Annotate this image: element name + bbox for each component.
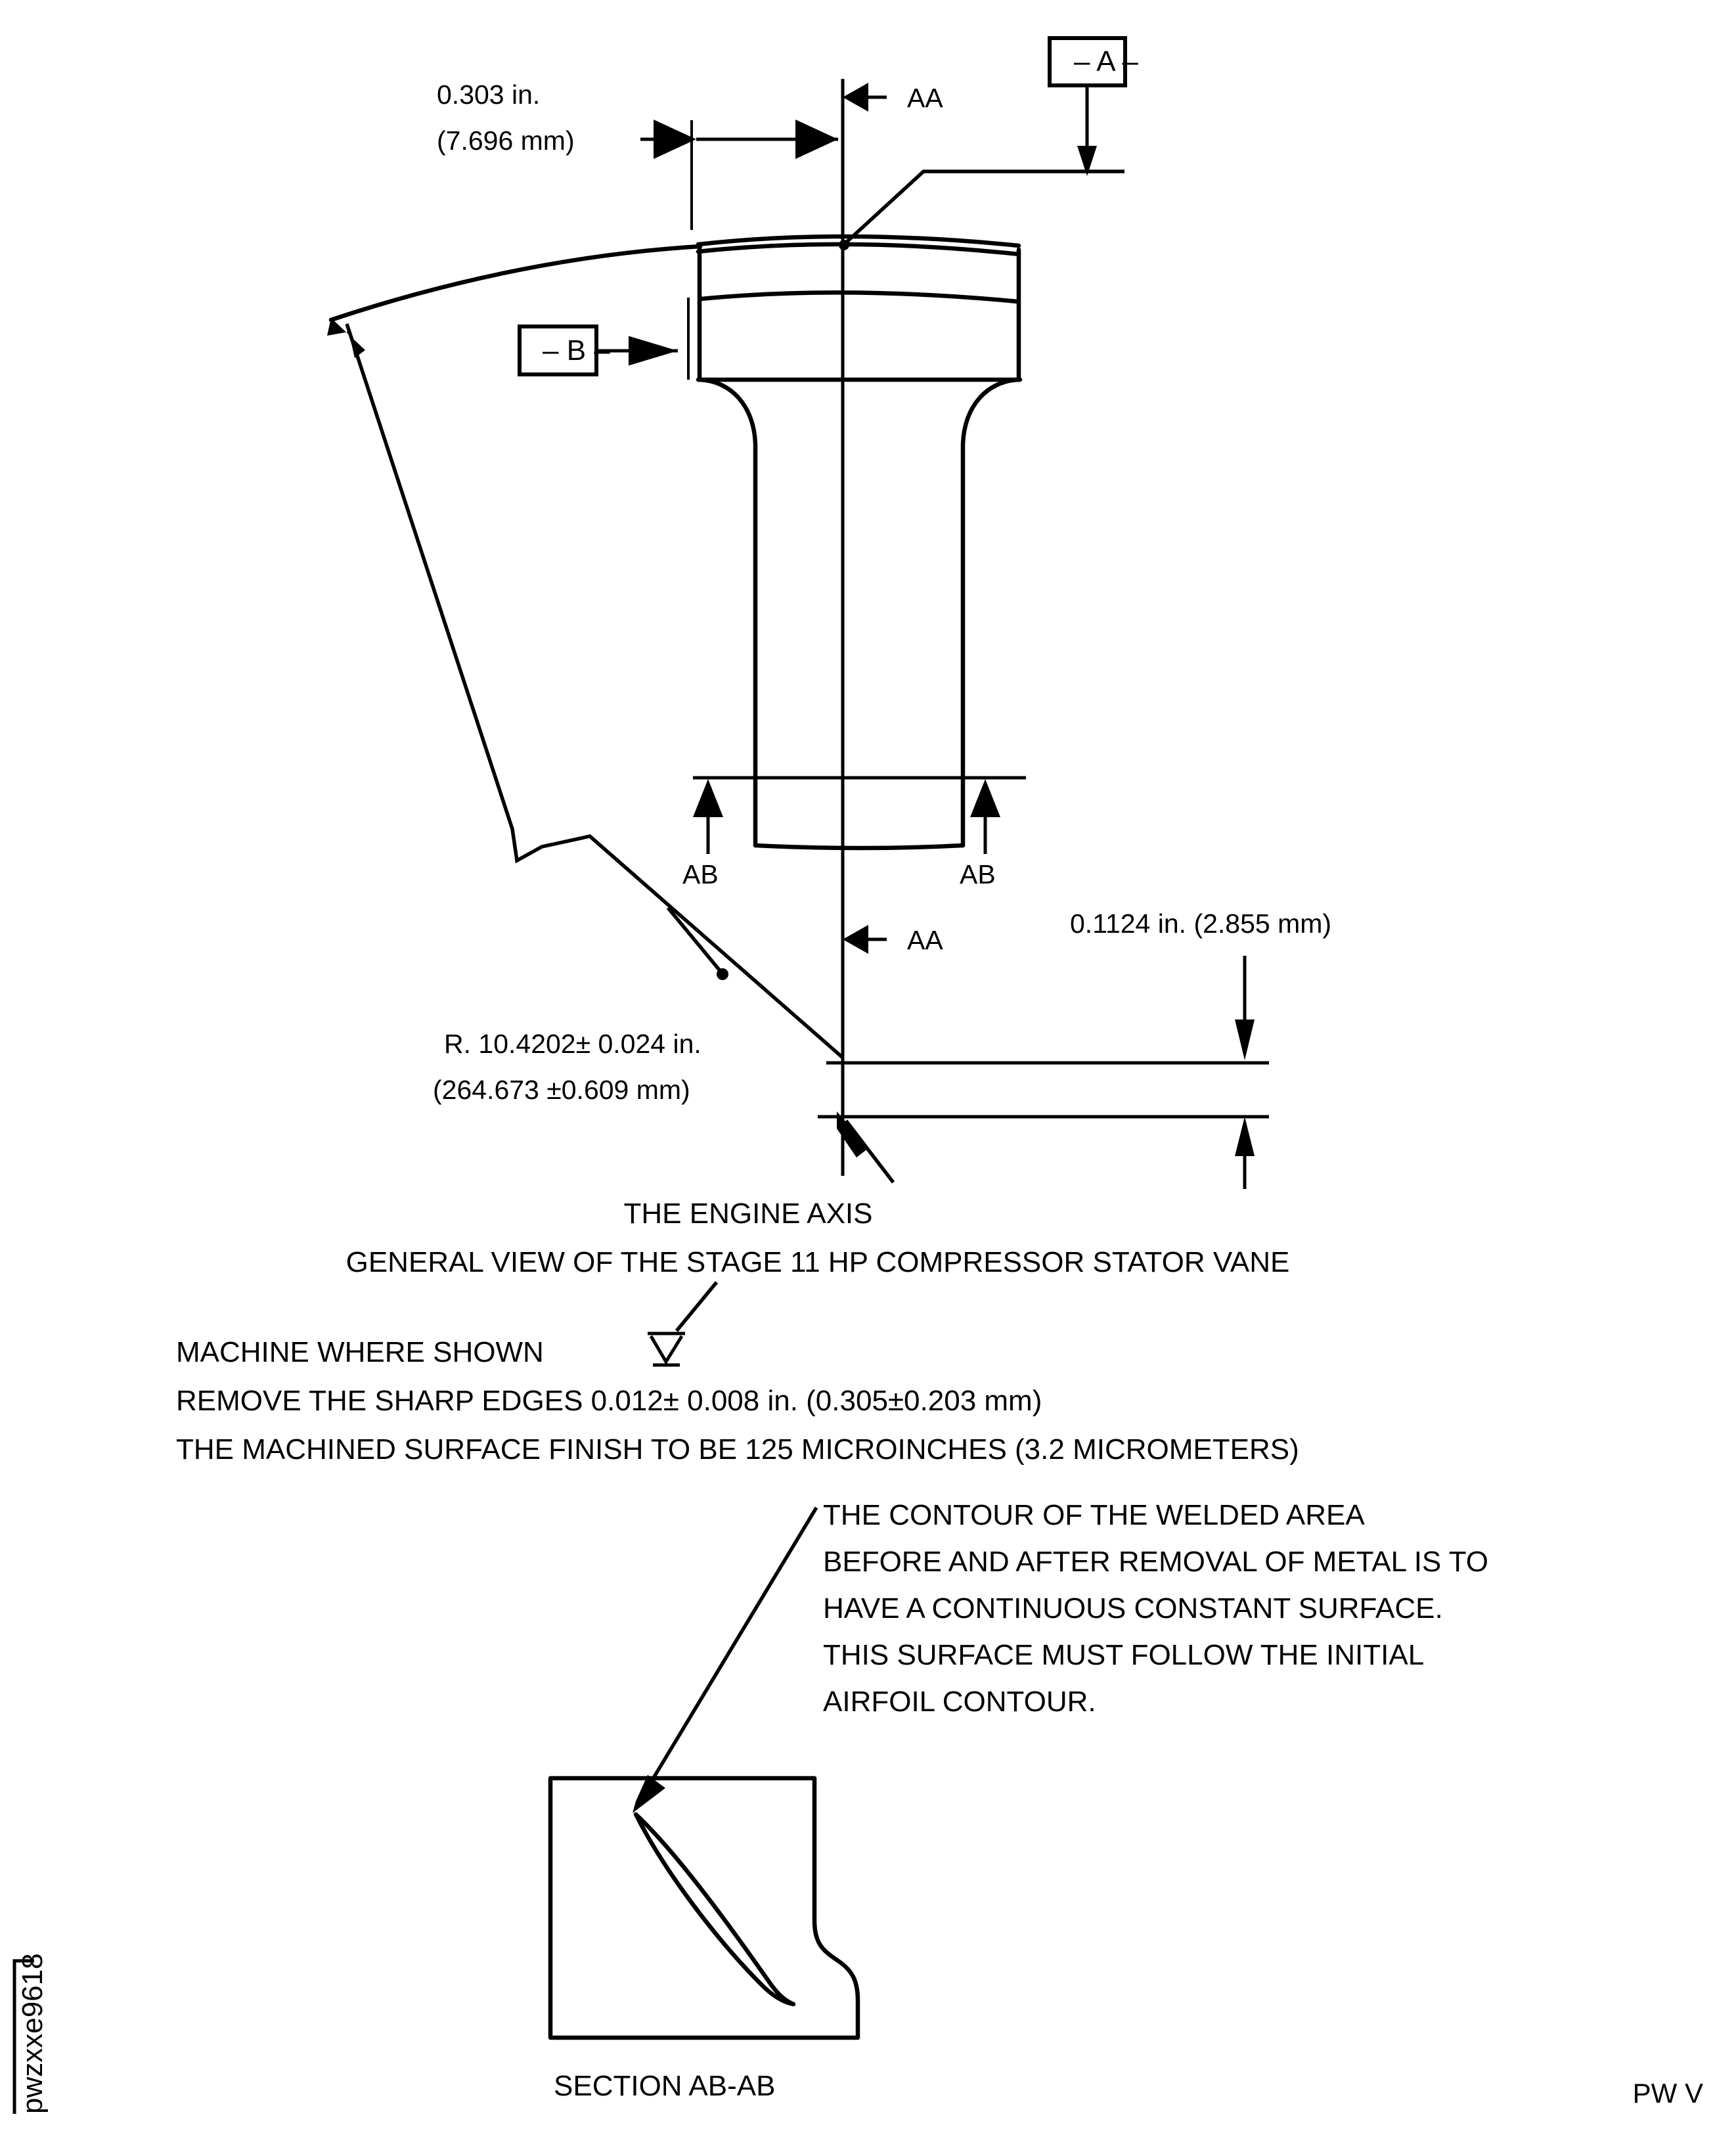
aa-top-arrowhead xyxy=(843,83,868,112)
section-arrows-ab xyxy=(682,778,1026,889)
radius-leader-line xyxy=(347,324,843,1058)
ab-right-arrowhead xyxy=(970,779,1000,817)
aa-bottom-label: AA xyxy=(907,925,943,955)
radius-text-leader xyxy=(668,908,721,972)
section-caption: SECTION AB-AB xyxy=(554,2070,776,2102)
surface-finish-v xyxy=(651,1336,682,1362)
offset-dimension-line1: 0.303 in. xyxy=(437,79,541,110)
ab-left-arrowhead xyxy=(693,779,723,817)
main-view-title: GENERAL VIEW OF THE STAGE 11 HP COMPRESSOR STATOR VANE xyxy=(345,1246,1290,1278)
sheet-watermark: pwzxxe9618 xyxy=(16,1953,49,2114)
datum-a-attach-dot xyxy=(839,240,849,250)
note-remove-sharp-edges: REMOVE THE SHARP EDGES 0.012± 0.008 in. (0.305±0.203 mm) xyxy=(176,1385,1042,1417)
ab-right-label: AB xyxy=(960,859,996,889)
axial-dim-upper-arrowhead xyxy=(1235,1019,1255,1060)
aa-top-label: AA xyxy=(907,83,943,113)
datum-a-leader-shelf xyxy=(844,171,1124,244)
section-arrow-aa-top xyxy=(843,83,943,113)
sheet-corner-label: PW V xyxy=(1632,2078,1703,2109)
datum-b-group[interactable] xyxy=(520,298,688,380)
radius-leader-dot xyxy=(717,968,728,980)
platform-band-arc xyxy=(701,292,1017,302)
platform-top-arc-inner xyxy=(698,244,1019,254)
surface-finish-leader xyxy=(677,1282,717,1331)
contour-note-line-3: HAVE A CONTINUOUS CONSTANT SURFACE. xyxy=(823,1592,1443,1624)
vane-airfoil-body xyxy=(700,380,1019,777)
contour-note-arrowhead xyxy=(633,1775,665,1813)
flange-bottom-arc xyxy=(755,845,963,848)
section-arrow-aa-bottom xyxy=(843,925,943,955)
vane-base-flange xyxy=(755,777,963,848)
datum-a-group[interactable] xyxy=(839,38,1138,250)
engine-axis-label: THE ENGINE AXIS xyxy=(623,1198,873,1230)
surface-finish-triangle-icon xyxy=(648,1282,717,1365)
ab-left-label: AB xyxy=(682,859,719,889)
offset-dimension-line2: (7.696 mm) xyxy=(437,125,575,156)
contour-note-block xyxy=(633,1499,1488,1813)
main-view-group xyxy=(327,38,1331,1278)
radius-leader-arrowhead xyxy=(327,318,365,358)
engine-axis-callout xyxy=(624,1111,893,1230)
contour-note-line-1: THE CONTOUR OF THE WELDED AREA xyxy=(823,1499,1365,1531)
outer-radius-arc xyxy=(331,246,700,320)
radius-dimension-line1: R. 10.4202± 0.024 in. xyxy=(444,1029,701,1059)
contour-note-line-4: THIS SURFACE MUST FOLLOW THE INITIAL xyxy=(823,1639,1425,1671)
body-left-profile xyxy=(700,380,755,777)
vane-platform xyxy=(698,236,1020,380)
axial-dim-lower-arrowhead xyxy=(1235,1117,1255,1156)
axial-dimension-label: 0.1124 in. (2.855 mm) xyxy=(1070,908,1332,939)
contour-note-line-5: AIRFOIL CONTOUR. xyxy=(823,1686,1096,1718)
body-right-profile xyxy=(963,380,1019,777)
radius-dimension-line2: (264.673 ±0.609 mm) xyxy=(433,1075,690,1105)
section-outer-boundary xyxy=(550,1778,858,2038)
section-airfoil-profile xyxy=(636,1814,793,2004)
datum-a-label: – A – xyxy=(1074,45,1138,78)
datum-b-label: – B – xyxy=(543,334,610,367)
aa-bottom-arrowhead xyxy=(843,925,868,954)
note-surface-finish: THE MACHINED SURFACE FINISH TO BE 125 MICROINCHES (3.2 MICROMETERS) xyxy=(176,1433,1299,1466)
machining-notes-block xyxy=(176,1282,1299,1466)
offset-dimension-group xyxy=(437,79,838,230)
section-ab-ab-view xyxy=(550,1778,858,2102)
note-machine-where-shown: MACHINE WHERE SHOWN xyxy=(176,1336,544,1368)
contour-note-leader xyxy=(647,1508,816,1789)
contour-note-line-2: BEFORE AND AFTER REMOVAL OF METAL IS TO xyxy=(823,1546,1489,1578)
axial-dimension-group xyxy=(818,908,1331,1189)
